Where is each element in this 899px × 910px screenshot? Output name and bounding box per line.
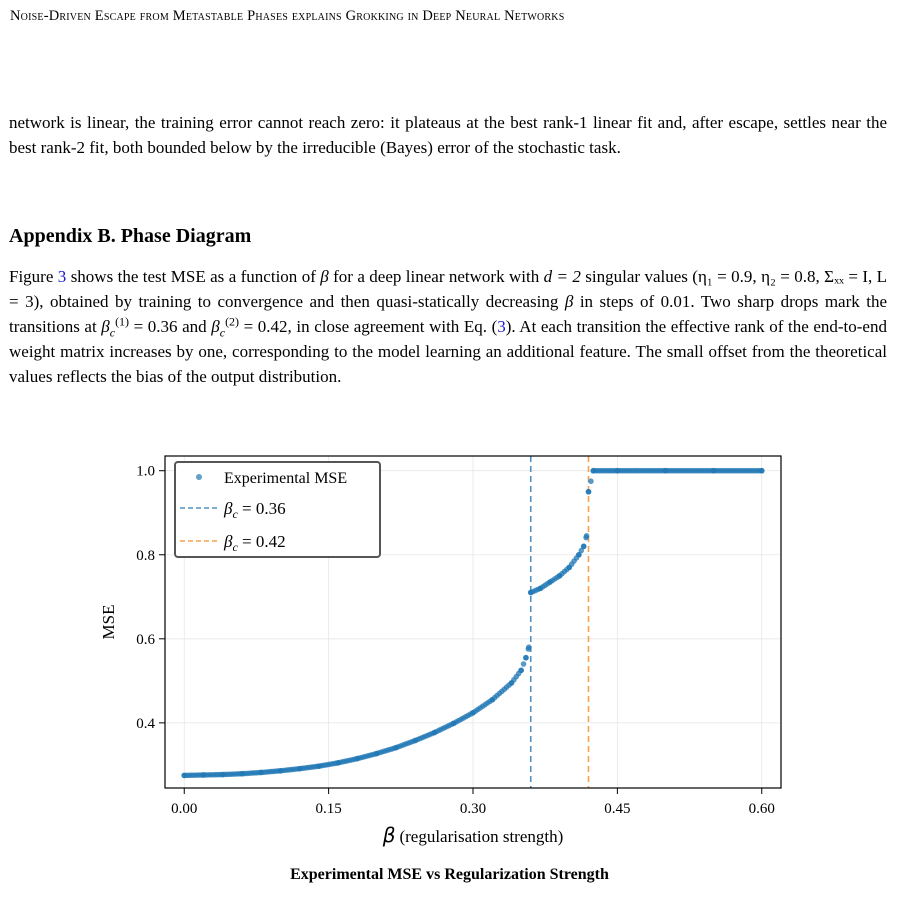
figure-caption: Experimental MSE vs Regularization Strength	[290, 866, 609, 883]
legend-marker-points	[196, 474, 202, 480]
data-point	[576, 552, 582, 558]
x-tick-label: 0.45	[604, 801, 631, 817]
y-tick-label: 0.6	[136, 631, 155, 648]
data-point	[521, 661, 527, 667]
mse-phase-chart	[0, 445, 899, 865]
data-point	[201, 772, 207, 778]
data-point	[181, 773, 187, 779]
figure-reference-link[interactable]: 3	[57, 267, 67, 286]
y-axis-label: MSE	[99, 604, 118, 640]
body-paragraph-1: network is linear, the training error cannot reach zero: it plateaus at the best rank-1 linear fit and, after escape, settles near the best rank-2 fit, both bounded below by the irreducible (Bayes) error of the stochastic task.	[9, 113, 887, 157]
data-point	[297, 766, 303, 772]
legend-label-beta-2: $\beta_c = 0.42$	[224, 532, 286, 554]
data-point	[759, 468, 765, 474]
y-tick-label: 0.8	[136, 547, 155, 564]
data-point	[538, 586, 544, 592]
data-point	[526, 644, 532, 650]
data-point	[591, 468, 597, 474]
data-point	[335, 760, 341, 766]
data-point	[615, 468, 621, 474]
body-paragraph-2: Figure 3 shows the test MSE as a function of β for a deep linear network with d = 2 singular values (η₁ = 0.9, η₂ = 0.8, Σₓₓ = I, L = 3), obtained by training to convergence and then quasi-statically decreasing β in steps of 0.01. Two sharp drops mark the transitions at $\beta_c^{(1)} = 0.36$ and $\beta_c^{(2)} = 0.42$, in close agreement with Eq. (3). At each transition the effective rank of the end-to-end weight matrix increases by one, corresponding to the model learning an additional feature. The small offset from the theoretical values reflects the bias of the output distribution.	[9, 267, 888, 386]
data-point	[663, 468, 669, 474]
data-point	[278, 768, 284, 774]
legend-label-beta-1: $\beta_c = 0.36$	[224, 499, 286, 521]
data-point	[588, 478, 594, 484]
y-tick-label: 0.4	[136, 715, 155, 732]
data-point	[316, 763, 322, 769]
data-point	[557, 573, 563, 579]
chart-legend	[175, 462, 380, 557]
data-point	[355, 756, 361, 762]
data-point	[566, 565, 572, 571]
legend-label-experimental: Experimental MSE	[224, 470, 348, 487]
data-point	[586, 489, 592, 495]
data-point	[581, 544, 587, 550]
equation-reference-link[interactable]: 3	[497, 317, 506, 336]
y-tick-label: 1.0	[136, 463, 155, 480]
x-tick-label: 0.60	[748, 801, 775, 817]
transition-lines	[531, 456, 589, 788]
data-point	[393, 745, 399, 751]
x-axis-label	[382, 823, 564, 847]
data-point	[489, 697, 495, 703]
data-point	[547, 579, 553, 585]
x-axis-symbol: β	[382, 823, 396, 847]
data-point	[528, 590, 534, 596]
section-heading: Appendix B. Phase Diagram	[9, 225, 252, 247]
x-tick-label: 0.00	[171, 801, 198, 817]
x-tick-label: 0.15	[315, 801, 342, 817]
data-point	[412, 738, 418, 744]
data-point	[451, 720, 457, 726]
data-point	[220, 772, 226, 778]
data-point	[239, 771, 245, 777]
running-header: Noise-Driven Escape from Metastable Phases explains Grokking in Deep Neural Networks	[10, 8, 565, 24]
data-point	[470, 710, 476, 716]
data-point	[518, 668, 524, 674]
data-point	[432, 730, 438, 736]
data-point	[509, 680, 515, 686]
data-point	[711, 468, 717, 474]
x-tick-label: 0.30	[459, 801, 487, 817]
x-axis-text: (regularisation strength)	[399, 827, 564, 846]
data-point	[523, 655, 529, 661]
data-point	[258, 770, 264, 776]
data-point	[584, 533, 590, 539]
data-point	[374, 751, 380, 757]
